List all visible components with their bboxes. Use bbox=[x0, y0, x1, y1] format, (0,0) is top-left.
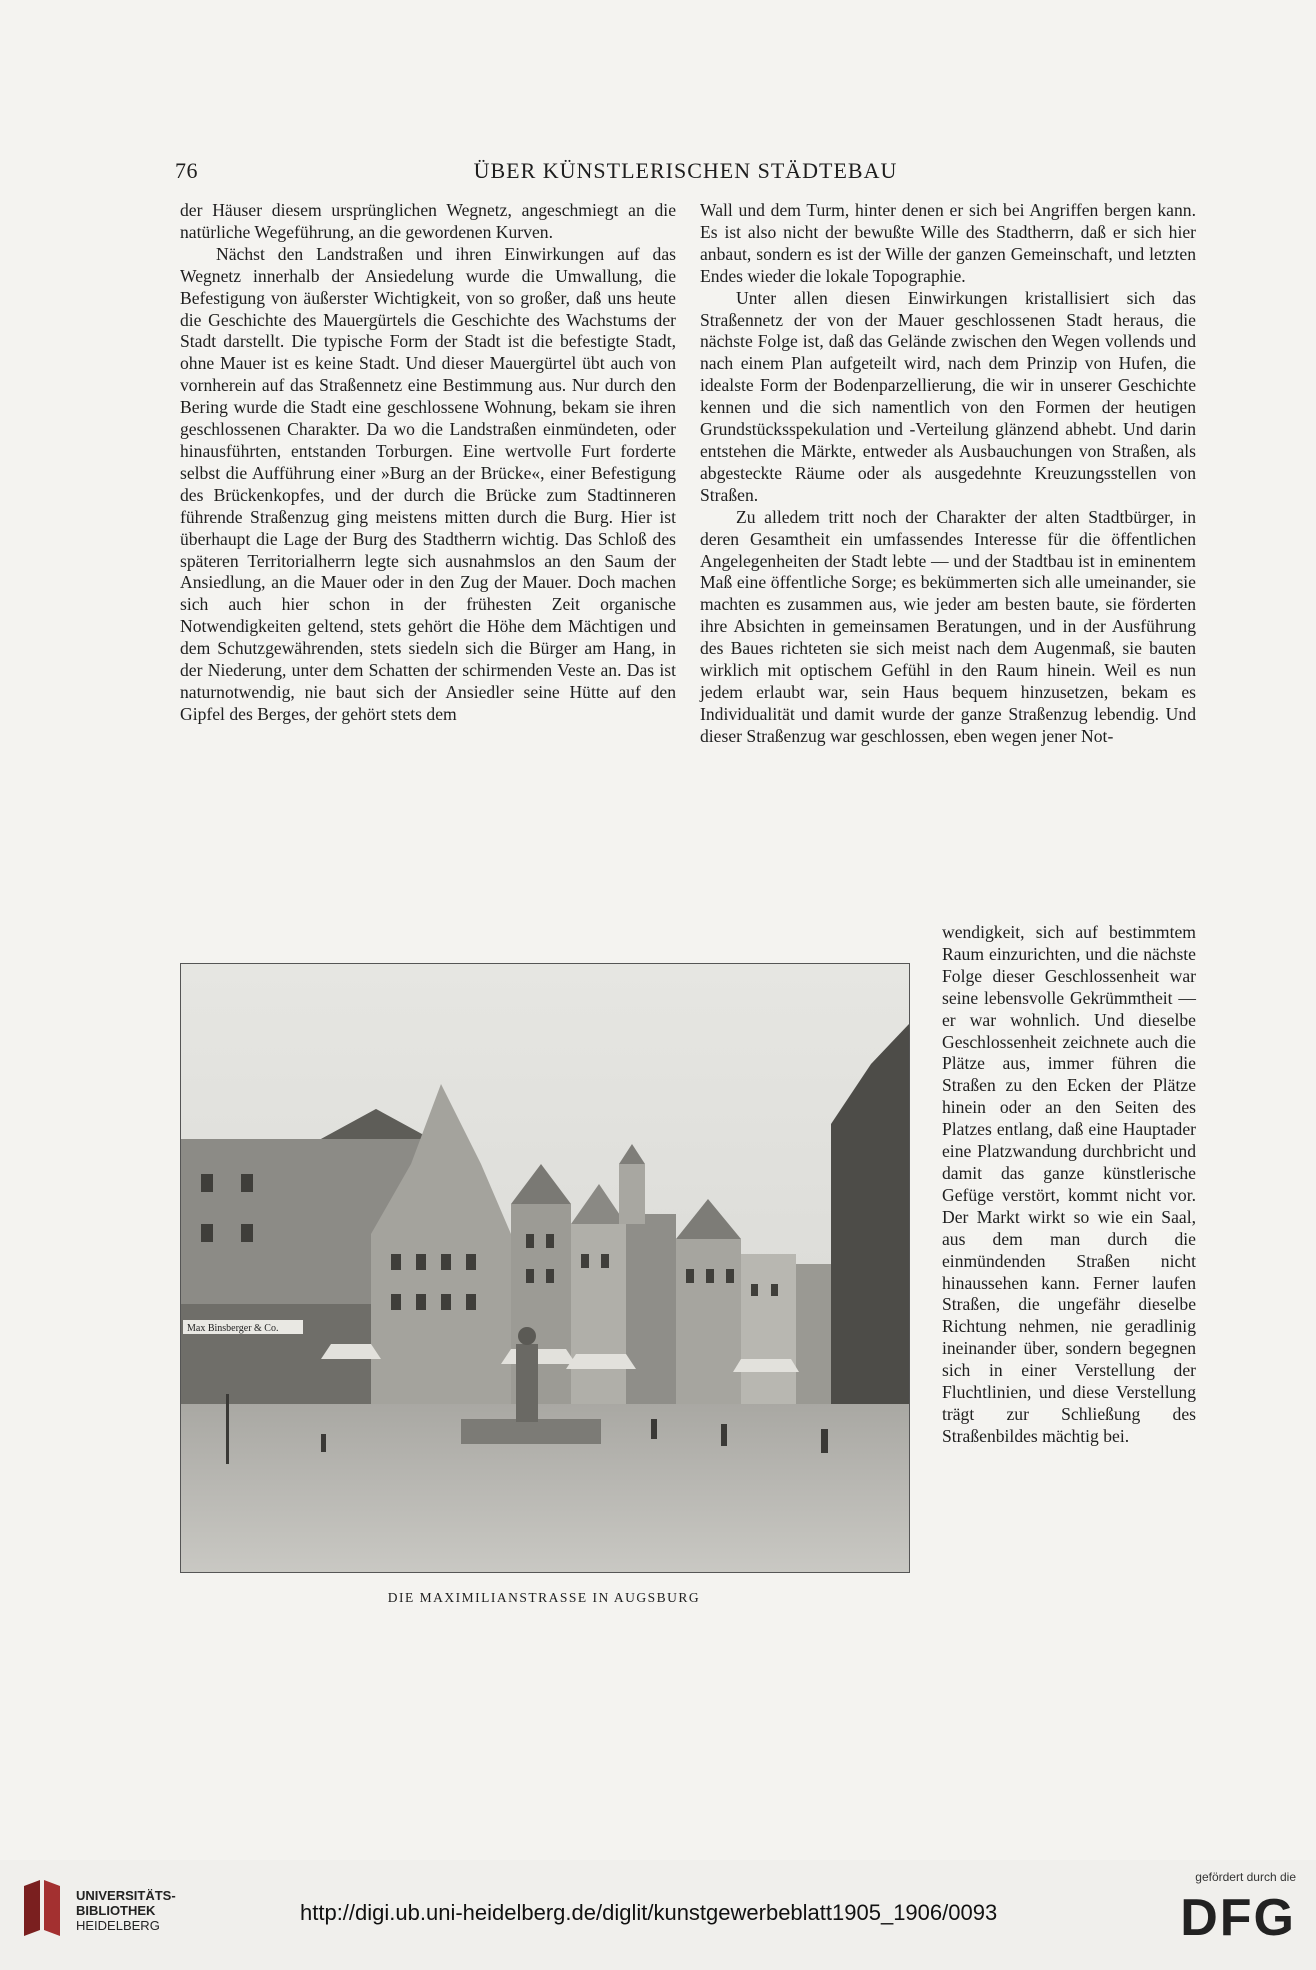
page-number: 76 bbox=[175, 158, 198, 183]
source-url-link[interactable]: http://digi.ub.uni-heidelberg.de/diglit/kunstgewerbeblatt1905_1906/0093 bbox=[300, 1900, 998, 1925]
left-text-column bbox=[180, 200, 676, 726]
paragraph: der Häuser diesem ursprünglichen Wegnetz, angeschmiegt an die natürliche Wegeführung, an die gewordenen Kurven. bbox=[180, 200, 676, 242]
paragraph: Unter allen diesen Einwirkungen kristallisiert sich das Straßennetz der von der Mauer geschlossenen Stadt heraus, die nächste Folge ist, daß das Gelände zwischen den Wegen vollends und nach einem Plan aufgeteilt wird, nach dem Prinzip von Hufen, die idealste Form der Bodenparzellierung, die wir in unserer Geschichte kennen und die sich namentlich von den Formen der heutigen Grundstücksspekulation und -Verteilung glänzend abhebt. Und darin entstehen die Märkte, entweder als Ausbauchungen von Straßen, als abgesteckte Räume oder als ausgedehnte Kreuzungsstellen von Straßen. bbox=[700, 287, 1196, 505]
wrap-text-column bbox=[942, 922, 1196, 1448]
page-header bbox=[175, 158, 1196, 188]
funding-note: gefördert durch die bbox=[1195, 1870, 1296, 1884]
library-name: UNIVERSITÄTS- BIBLIOTHEK HEIDELBERG bbox=[76, 1888, 176, 1933]
running-head: ÜBER KÜNSTLERISCHEN STÄDTEBAU bbox=[473, 158, 898, 183]
shop-sign-text: Max Binsberger & Co. bbox=[187, 1323, 279, 1334]
photo-illustration bbox=[181, 964, 909, 1572]
dfg-logo: DFG bbox=[1180, 1889, 1296, 1947]
paragraph: Nächst den Landstraßen und ihren Einwirkungen auf das Wegnetz innerhalb der Ansiedelung wurde die Umwallung, die Befestigung von äußerster Wichtigkeit, von so großer, daß uns heute die Geschichte des Mauergürtels die Geschichte des Wachstums der Stadt darstellt. Die typische Form der Stadt ist die befestigte Stadt, ohne Mauer ist es keine Stadt. Und dieser Mauergürtel übt auch von vornherein auf das Straßennetz eine Bestimmung aus. Nur durch den Bering wurde die Stadt eine geschlossene Wohnung, bekam sie ihren geschlossenen Charakter. Da wo die Landstraßen einmündeten, oder hinausführten, entstanden Torburgen. Eine wertvolle Furt forderte selbst die Aufführung einer »Burg an der Brücke«, einer Befestigung des Brückenkopfes, und der durch die Brücke zum Stadtinneren führende Straßenzug ging meistens mitten durch die Burg. Hier ist überhaupt die Lage der Burg des Stadtherrn wichtig. Das Schloß des späteren Territorialherrn legte sich ausnahmslos an den Saum der Ansiedlung, an die Mauer oder in den Zug der Mauer. Doch machen sich auch hier schon in der frühesten Zeit organische Notwendigkeiten geltend, stets gehört die Höhe dem Mächtigen und dem Schutzgewährenden, stets siedeln sich die Bürger am Hang, in der Niederung, unter dem Schatten der schirmenden Veste an. Das ist naturnotwendig, nie baut sich der Ansiedler seine Hütte auf den Gipfel des Berges, der gehört stets dem bbox=[180, 243, 676, 724]
university-library-logo-icon bbox=[20, 1880, 64, 1936]
street-photograph bbox=[180, 963, 910, 1573]
paragraph: Wall und dem Turm, hinter denen er sich bei Angriffen bergen kann. Es ist also nicht der bewußte Wille des Stadtherrn, daß er sich hier anbaut, sondern es ist der Wille der ganzen Gemeinschaft, und letzten Endes wieder die lokale Topographie. bbox=[700, 200, 1196, 286]
paragraph: Zu alledem tritt noch der Charakter der alten Stadtbürger, in deren Gesamtheit ein umfassendes Interesse für die öffentlichen Angelegenheiten der Stadt lebte — und der Stadtbau ist in eminentem Maß eine öffentliche Sorge; es bekümmerten sich alle umeinander, sie machten es zusammen aus, wie jeder am besten baute, sie förderten ihre Absichten in gemeinsamen Beratungen, und in der Ausführung des Baues richteten sie sich meist nach dem Augenmaß, sie bauten wirklich mit optischem Gefühl in den Raum hinein. Weil es nun jedem erlaubt war, sein Haus bequem hinzusetzen, bekam es Individualität und damit wurde der ganze Straßenzug lebendig. Und dieser Straßenzug war geschlossen, eben wegen jener Not- bbox=[700, 506, 1196, 746]
footer-bar bbox=[0, 1860, 1316, 1970]
right-text-column bbox=[700, 200, 1196, 748]
figure-caption: DIE MAXIMILIANSTRASSE IN AUGSBURG bbox=[387, 1590, 701, 1605]
paragraph: wendigkeit, sich auf bestimmtem Raum einzurichten, und die nächste Folge dieser Geschlossenheit war seine lebensvolle Gekrümmtheit — er war wohnlich. Und dieselbe Geschlossenheit zeichnete auch die Plätze aus, immer führen die Straßen zu den Ecken der Plätze hinein oder an den Seiten des Platzes entlang, daß eine Hauptader eine Platzwandung durchbricht und damit das ganze künstlerische Gefüge verstört, kommt nicht vor. Der Markt wirkt so wie ein Saal, aus dem man durch die einmündenden Straßen nicht hinaussehen kann. Ferner laufen Straßen, die ungefähr dieselbe Richtung nehmen, nie geradlinig ineinander über, sondern begegnen sich in einer Verstellung der Fluchtlinien, und diese Verstellung trägt zur Schließung des Straßenbildes mächtig bei. bbox=[942, 922, 1196, 1446]
